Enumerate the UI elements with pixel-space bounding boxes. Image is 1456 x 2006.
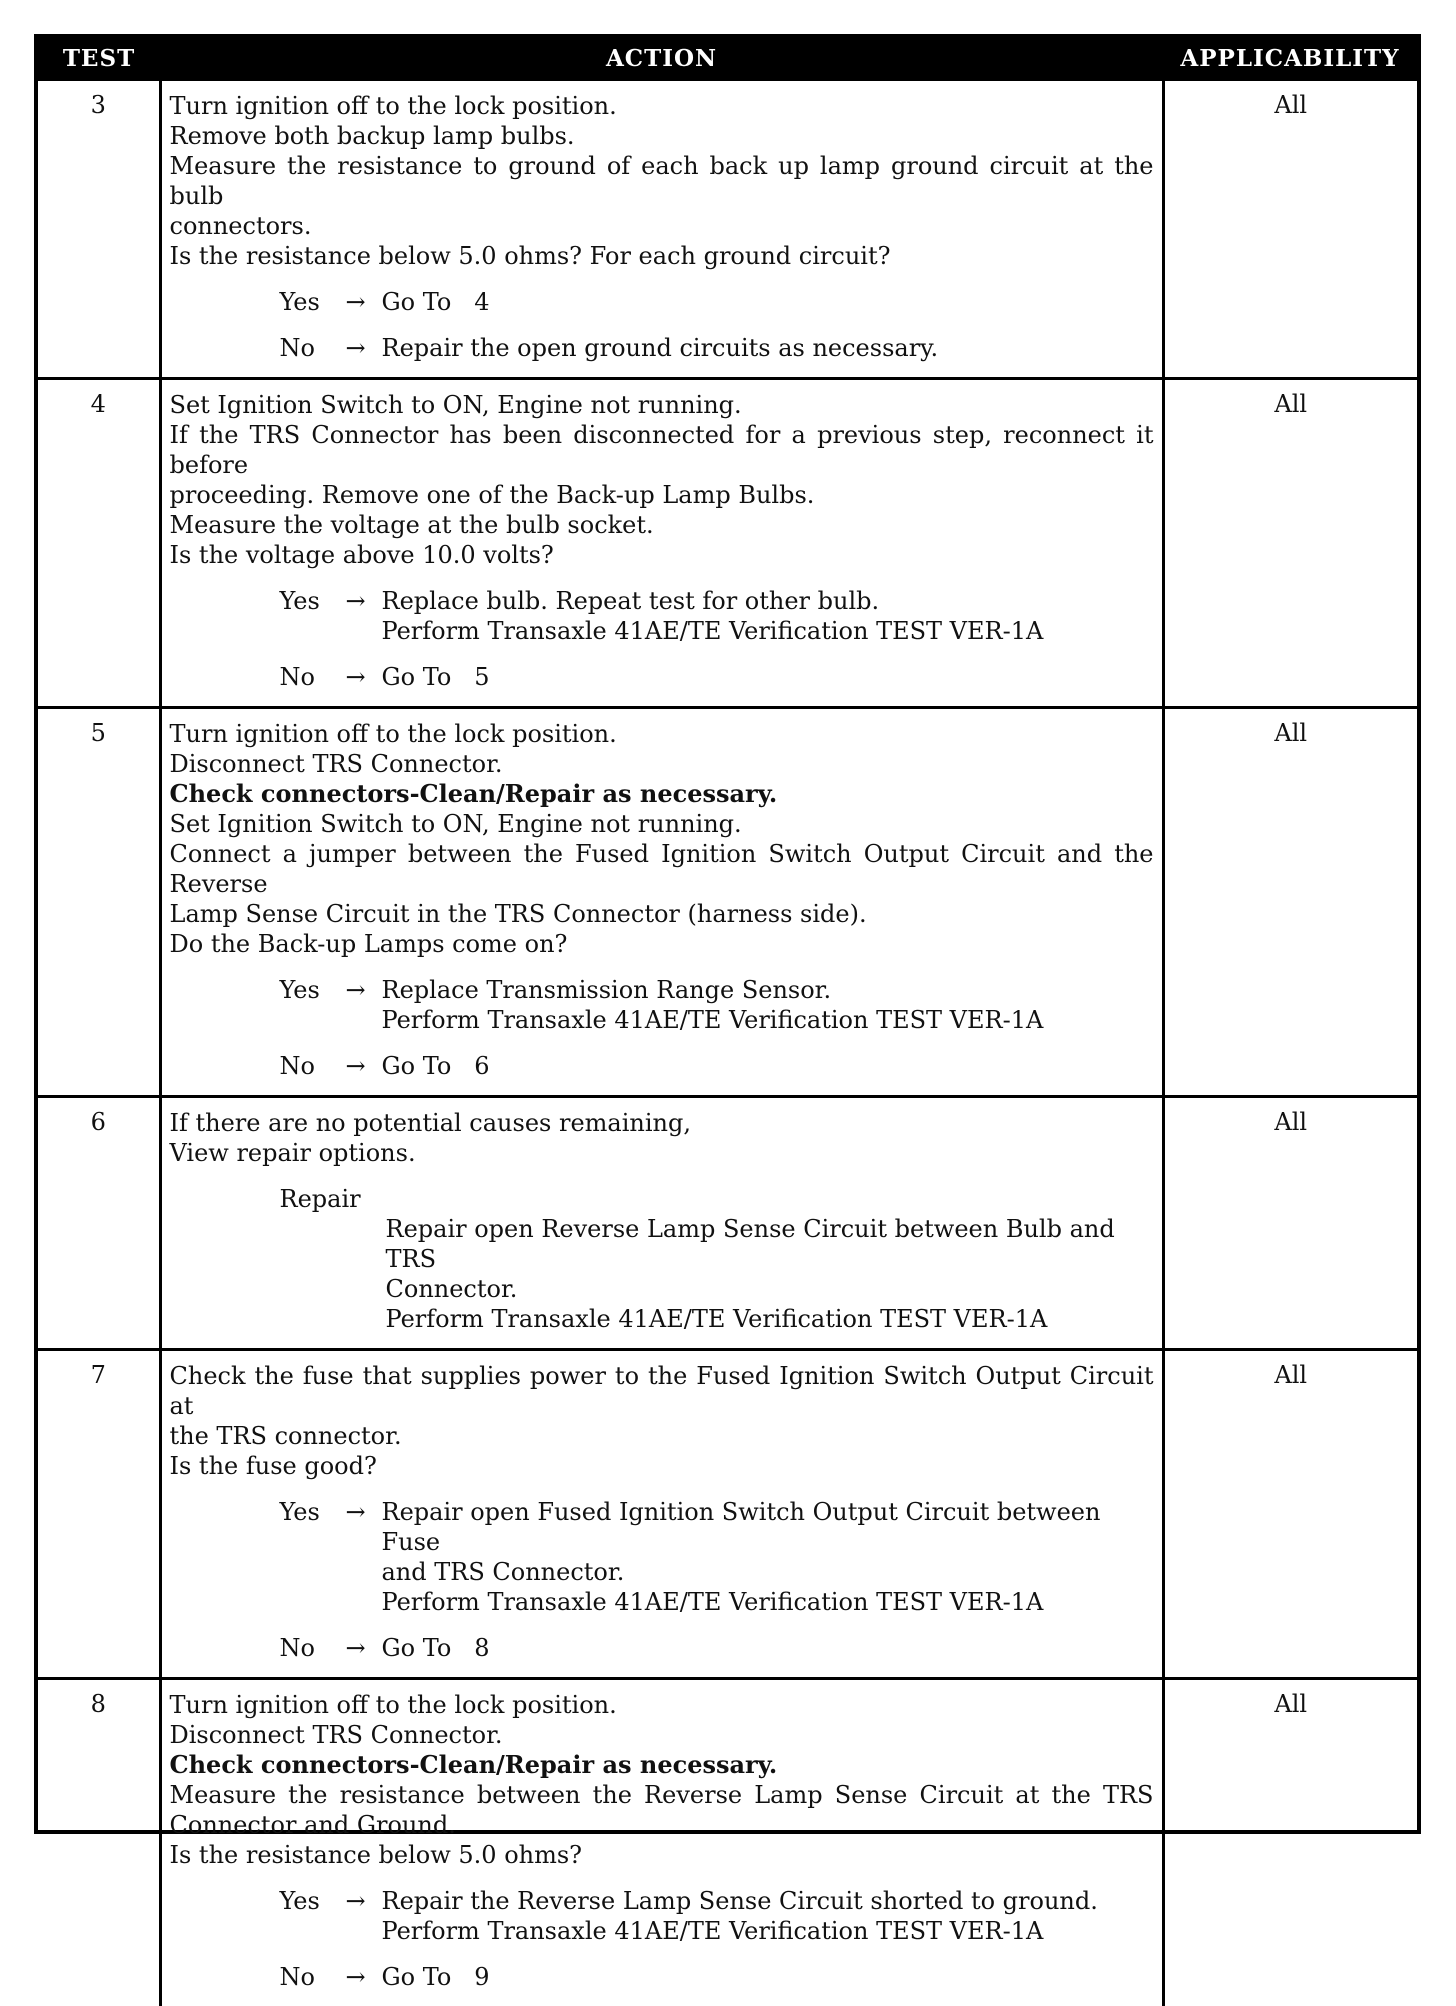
action-cell bbox=[160, 1350, 1163, 1679]
action-line: Set Ignition Switch to ON, Engine not running. bbox=[170, 390, 1154, 420]
applicability: All bbox=[1163, 1350, 1417, 1679]
applicability: All bbox=[1163, 1679, 1417, 2006]
table-row bbox=[38, 1350, 1417, 1679]
no-result: Go To 5 bbox=[382, 662, 1154, 692]
no-label: No bbox=[280, 1962, 330, 1992]
arrow-icon: → bbox=[330, 287, 382, 317]
yes-label: Yes bbox=[280, 586, 330, 646]
header-row bbox=[38, 38, 1417, 80]
table-row bbox=[38, 1679, 1417, 2006]
test-table bbox=[38, 38, 1417, 2006]
repair-line: Repair open Reverse Lamp Sense Circuit between Bulb and TRS bbox=[386, 1214, 1154, 1274]
yes-label: Yes bbox=[280, 975, 330, 1035]
arrow-icon: → bbox=[330, 1633, 382, 1663]
action-line-bold: Check connectors-Clean/Repair as necessary. bbox=[170, 1750, 1154, 1780]
test-number: 6 bbox=[38, 1097, 160, 1350]
no-label: No bbox=[280, 1051, 330, 1081]
no-label: No bbox=[280, 662, 330, 692]
action-cell bbox=[160, 1097, 1163, 1350]
action-line: Lamp Sense Circuit in the TRS Connector (harness side). bbox=[170, 899, 1154, 929]
no-option bbox=[170, 333, 1154, 363]
arrow-icon: → bbox=[330, 1962, 382, 1992]
action-line: Connector and Ground. bbox=[170, 1810, 1154, 1840]
action-line: Set Ignition Switch to ON, Engine not running. bbox=[170, 809, 1154, 839]
no-result: Repair the open ground circuits as necessary. bbox=[382, 333, 1154, 363]
action-line: Turn ignition off to the lock position. bbox=[170, 91, 1154, 121]
yes-result: Go To 4 bbox=[382, 287, 1154, 317]
yes-option bbox=[170, 1886, 1154, 1946]
no-result: Go To 8 bbox=[382, 1633, 1154, 1663]
no-result: Go To 9 bbox=[382, 1962, 1154, 1992]
yes-label: Yes bbox=[280, 1497, 330, 1617]
repair-line: Perform Transaxle 41AE/TE Verification TEST VER-1A bbox=[386, 1304, 1154, 1334]
yes-result: Replace bulb. Repeat test for other bulb. Perform Transaxle 41AE/TE Verification TEST VER-1A bbox=[382, 586, 1154, 646]
no-label: No bbox=[280, 333, 330, 363]
yes-result: Replace Transmission Range Sensor. Perform Transaxle 41AE/TE Verification TEST VER-1A bbox=[382, 975, 1154, 1035]
header-action: ACTION bbox=[160, 38, 1163, 80]
no-result: Go To 6 bbox=[382, 1051, 1154, 1081]
no-option bbox=[170, 662, 1154, 692]
action-line: Is the voltage above 10.0 volts? bbox=[170, 540, 1154, 570]
arrow-icon: → bbox=[330, 975, 382, 1035]
action-line-bold: Check connectors-Clean/Repair as necessary. bbox=[170, 779, 1154, 809]
action-line: Remove both backup lamp bulbs. bbox=[170, 121, 1154, 151]
applicability: All bbox=[1163, 1097, 1417, 1350]
action-line: the TRS connector. bbox=[170, 1421, 1154, 1451]
header-test: TEST bbox=[38, 38, 160, 80]
action-line: Connect a jumper between the Fused Ignition Switch Output Circuit and the Reverse bbox=[170, 839, 1154, 899]
repair-line: Connector. bbox=[386, 1274, 1154, 1304]
arrow-icon: → bbox=[330, 1051, 382, 1081]
no-option bbox=[170, 1633, 1154, 1663]
action-line: proceeding. Remove one of the Back-up Lamp Bulbs. bbox=[170, 480, 1154, 510]
action-line: Measure the voltage at the bulb socket. bbox=[170, 510, 1154, 540]
applicability: All bbox=[1163, 379, 1417, 708]
action-cell bbox=[160, 379, 1163, 708]
yes-option bbox=[170, 1497, 1154, 1617]
repair-label: Repair bbox=[280, 1184, 1154, 1214]
action-line: Do the Back-up Lamps come on? bbox=[170, 929, 1154, 959]
no-option bbox=[170, 1962, 1154, 1992]
arrow-icon: → bbox=[330, 1497, 382, 1617]
action-line: Check the fuse that supplies power to the Fused Ignition Switch Output Circuit at bbox=[170, 1361, 1154, 1421]
test-number: 8 bbox=[38, 1679, 160, 2006]
applicability: All bbox=[1163, 708, 1417, 1097]
action-line: Disconnect TRS Connector. bbox=[170, 749, 1154, 779]
action-cell bbox=[160, 1679, 1163, 2006]
test-number: 5 bbox=[38, 708, 160, 1097]
action-line: Is the resistance below 5.0 ohms? For each ground circuit? bbox=[170, 241, 1154, 271]
arrow-icon: → bbox=[330, 333, 382, 363]
diagnostic-test-table bbox=[34, 34, 1421, 1834]
yes-option bbox=[170, 287, 1154, 317]
action-line: If there are no potential causes remaining, bbox=[170, 1108, 1154, 1138]
action-line: Turn ignition off to the lock position. bbox=[170, 719, 1154, 749]
action-line: connectors. bbox=[170, 211, 1154, 241]
arrow-icon: → bbox=[330, 586, 382, 646]
header-applicability: APPLICABILITY bbox=[1163, 38, 1417, 80]
yes-result: Repair open Fused Ignition Switch Output Circuit between Fuse and TRS Connector. Perform Transaxle 41AE/TE Verification TEST VER-1A bbox=[382, 1497, 1154, 1617]
arrow-icon: → bbox=[330, 662, 382, 692]
action-line: If the TRS Connector has been disconnected for a previous step, reconnect it before bbox=[170, 420, 1154, 480]
no-label: No bbox=[280, 1633, 330, 1663]
table-row bbox=[38, 379, 1417, 708]
yes-label: Yes bbox=[280, 1886, 330, 1946]
action-cell bbox=[160, 708, 1163, 1097]
repair-options bbox=[386, 1214, 1154, 1334]
action-cell bbox=[160, 80, 1163, 379]
yes-result: Repair the Reverse Lamp Sense Circuit shorted to ground. Perform Transaxle 41AE/TE Verification TEST VER-1A bbox=[382, 1886, 1154, 1946]
test-number: 4 bbox=[38, 379, 160, 708]
action-line: Is the fuse good? bbox=[170, 1451, 1154, 1481]
action-line: View repair options. bbox=[170, 1138, 1154, 1168]
test-number: 3 bbox=[38, 80, 160, 379]
table-row bbox=[38, 708, 1417, 1097]
arrow-icon: → bbox=[330, 1886, 382, 1946]
test-number: 7 bbox=[38, 1350, 160, 1679]
action-line: Turn ignition off to the lock position. bbox=[170, 1690, 1154, 1720]
yes-option bbox=[170, 975, 1154, 1035]
applicability: All bbox=[1163, 80, 1417, 379]
action-line: Is the resistance below 5.0 ohms? bbox=[170, 1840, 1154, 1870]
yes-option bbox=[170, 586, 1154, 646]
yes-label: Yes bbox=[280, 287, 330, 317]
table-row bbox=[38, 1097, 1417, 1350]
no-option bbox=[170, 1051, 1154, 1081]
action-line: Disconnect TRS Connector. bbox=[170, 1720, 1154, 1750]
action-line: Measure the resistance between the Reverse Lamp Sense Circuit at the TRS bbox=[170, 1780, 1154, 1810]
action-line: Measure the resistance to ground of each back up lamp ground circuit at the bulb bbox=[170, 151, 1154, 211]
table-row bbox=[38, 80, 1417, 379]
